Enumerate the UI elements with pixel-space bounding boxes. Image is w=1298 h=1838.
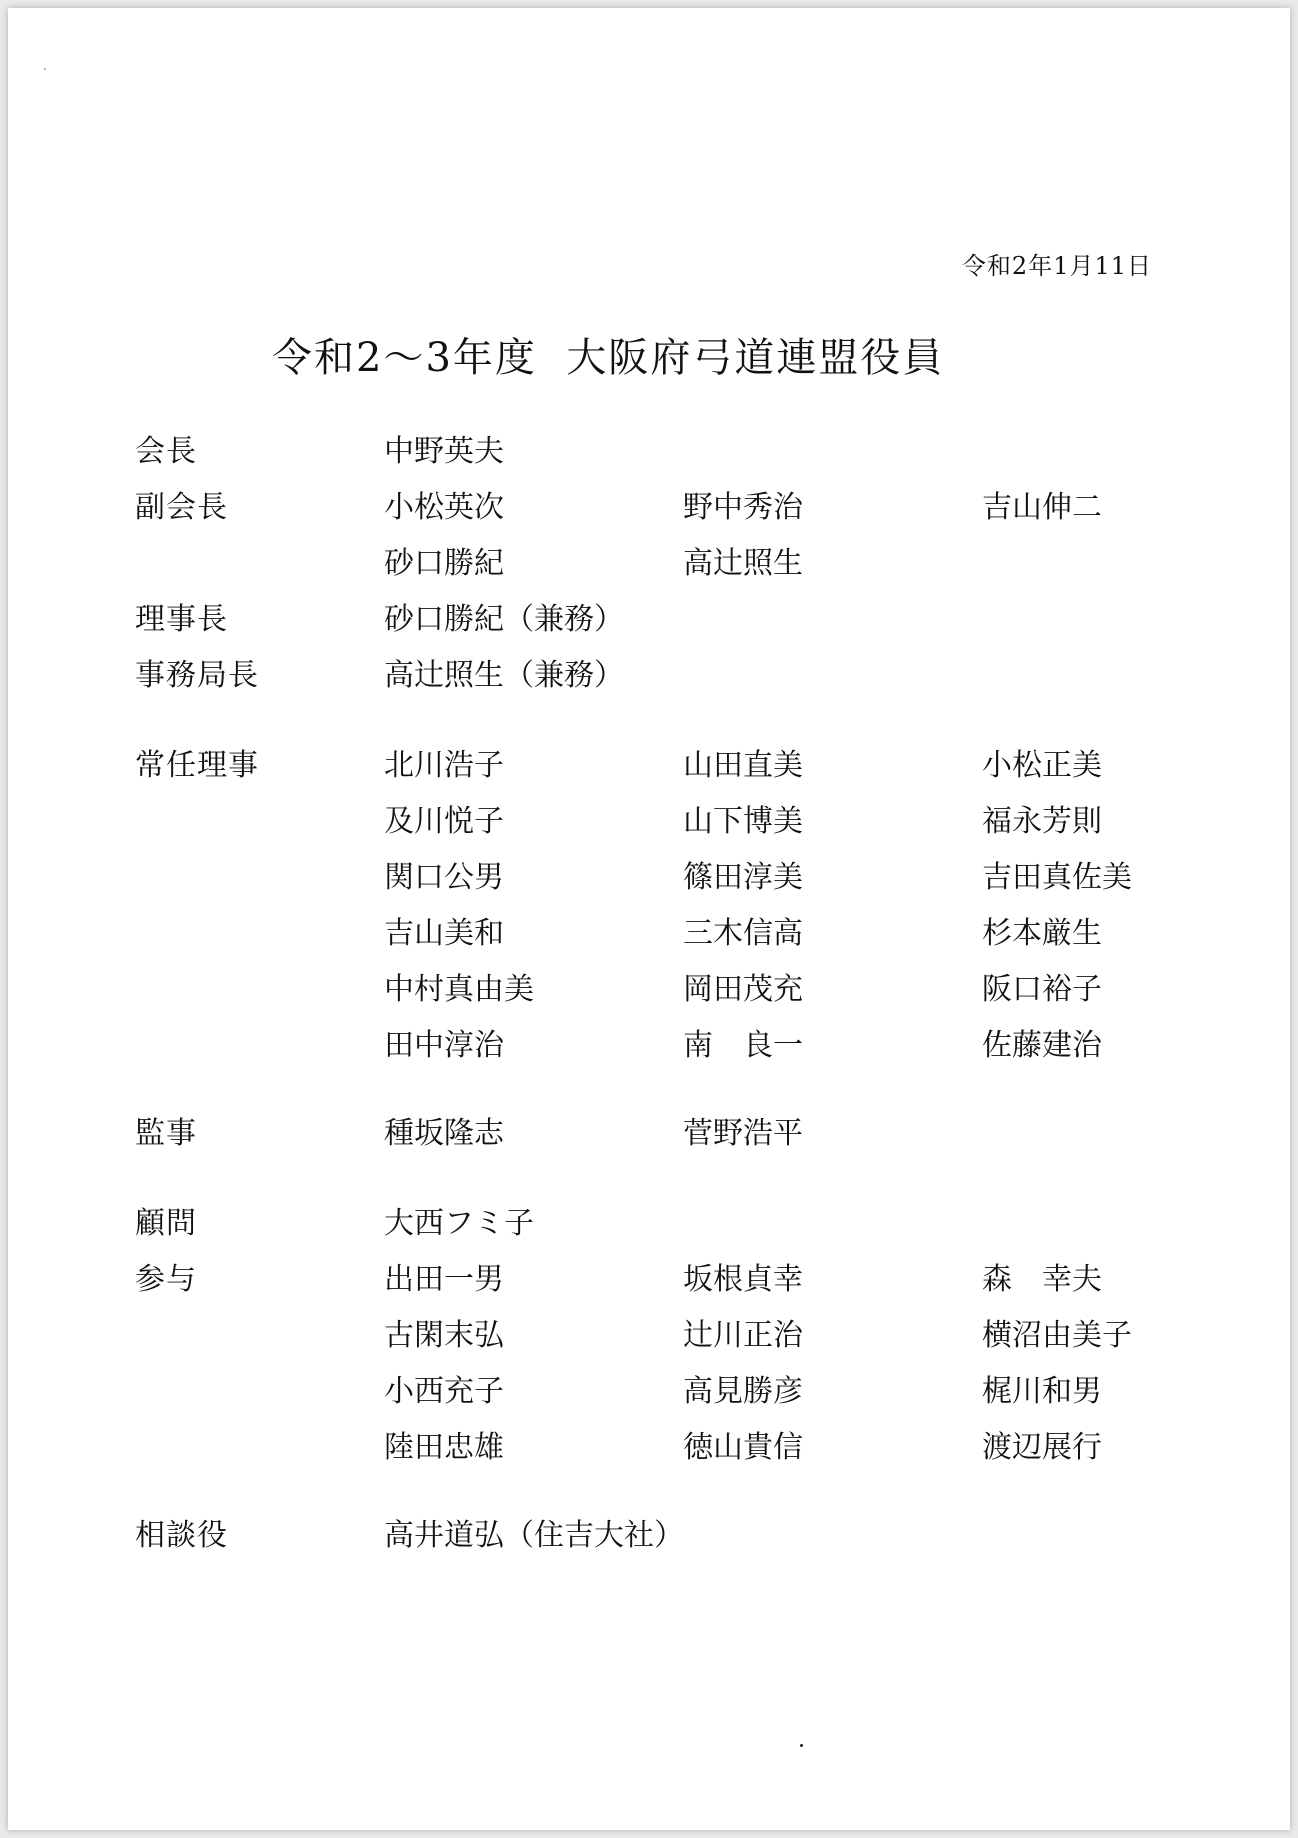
officer-row — [8, 964, 1290, 1007]
officer-name: 吉山美和 — [384, 916, 504, 951]
officer-row — [8, 482, 1290, 525]
officer-name: 菅野浩平 — [683, 1116, 803, 1151]
officer-name: 陸田忠雄 — [384, 1430, 504, 1465]
role-label: 副会長 — [135, 490, 228, 525]
role-label: 参与 — [135, 1262, 197, 1297]
officer-name: 福永芳則 — [982, 804, 1102, 839]
role-label: 会長 — [135, 434, 197, 469]
scan-speck — [44, 68, 46, 70]
officer-row — [8, 740, 1290, 783]
role-label: 相談役 — [135, 1518, 228, 1553]
officer-row — [8, 1108, 1290, 1151]
officer-name: 篠田淳美 — [683, 860, 803, 895]
document-title: 令和2～3年度 大阪府弓道連盟役員 — [272, 335, 945, 381]
officer-name: 阪口裕子 — [982, 972, 1102, 1007]
officer-name: 野中秀治 — [683, 490, 803, 525]
officer-name: 高見勝彦 — [683, 1374, 803, 1409]
officer-name: 小松英次 — [384, 490, 504, 525]
officer-name: 小西充子 — [384, 1374, 504, 1409]
officer-name: 出田一男 — [384, 1262, 504, 1297]
officer-name: 大西フミ子 — [384, 1206, 534, 1241]
officer-name: 山下博美 — [683, 804, 803, 839]
officer-row — [8, 1020, 1290, 1063]
officer-row — [8, 1422, 1290, 1465]
officer-name: 杉本厳生 — [982, 916, 1102, 951]
officer-name: 及川悦子 — [384, 804, 504, 839]
officer-name: 種坂隆志 — [384, 1116, 504, 1151]
officer-name: 砂口勝紀 — [384, 546, 504, 581]
officer-name: 南 良一 — [683, 1028, 803, 1063]
officer-row — [8, 650, 1290, 693]
officer-name: 高辻照生（兼務） — [384, 658, 624, 693]
officer-row — [8, 594, 1290, 637]
officer-name: 高辻照生 — [683, 546, 803, 581]
role-label: 事務局長 — [135, 658, 259, 693]
officer-name: 古閑末弘 — [384, 1318, 504, 1353]
role-label: 監事 — [135, 1116, 197, 1151]
officer-name: 佐藤建治 — [982, 1028, 1102, 1063]
officer-name: 横沼由美子 — [982, 1318, 1132, 1353]
officer-name: 砂口勝紀（兼務） — [384, 602, 624, 637]
officer-row — [8, 426, 1290, 469]
officer-name: 田中淳治 — [384, 1028, 504, 1063]
officer-name: 山田直美 — [683, 748, 803, 783]
role-label: 顧問 — [135, 1206, 197, 1241]
officer-name: 徳山貴信 — [683, 1430, 803, 1465]
officer-name: 坂根貞幸 — [683, 1262, 803, 1297]
role-label: 理事長 — [135, 602, 228, 637]
officer-name: 高井道弘（住吉大社） — [384, 1518, 684, 1553]
officer-name: 渡辺展行 — [982, 1430, 1102, 1465]
scan-speck — [800, 1744, 803, 1747]
officer-row — [8, 538, 1290, 581]
officer-row — [8, 796, 1290, 839]
officer-row — [8, 1366, 1290, 1409]
officer-name: 吉田真佐美 — [982, 860, 1132, 895]
officer-row — [8, 1310, 1290, 1353]
officer-name: 辻川正治 — [683, 1318, 803, 1353]
officer-name: 三木信高 — [683, 916, 803, 951]
document-date: 令和2年1月11日 — [961, 252, 1152, 280]
officer-name: 森 幸夫 — [982, 1262, 1102, 1297]
officer-name: 関口公男 — [384, 860, 504, 895]
document-page — [8, 8, 1290, 1830]
officer-name: 中野英夫 — [384, 434, 504, 469]
officer-row — [8, 852, 1290, 895]
officer-name: 吉山伸二 — [982, 490, 1102, 525]
officer-row — [8, 1198, 1290, 1241]
officer-row — [8, 1254, 1290, 1297]
role-label: 常任理事 — [135, 748, 259, 783]
officer-name: 中村真由美 — [384, 972, 534, 1007]
officer-row — [8, 908, 1290, 951]
officer-name: 北川浩子 — [384, 748, 504, 783]
officer-row — [8, 1510, 1290, 1553]
officer-name: 小松正美 — [982, 748, 1102, 783]
officer-name: 梶川和男 — [982, 1374, 1102, 1409]
officer-name: 岡田茂充 — [683, 972, 803, 1007]
